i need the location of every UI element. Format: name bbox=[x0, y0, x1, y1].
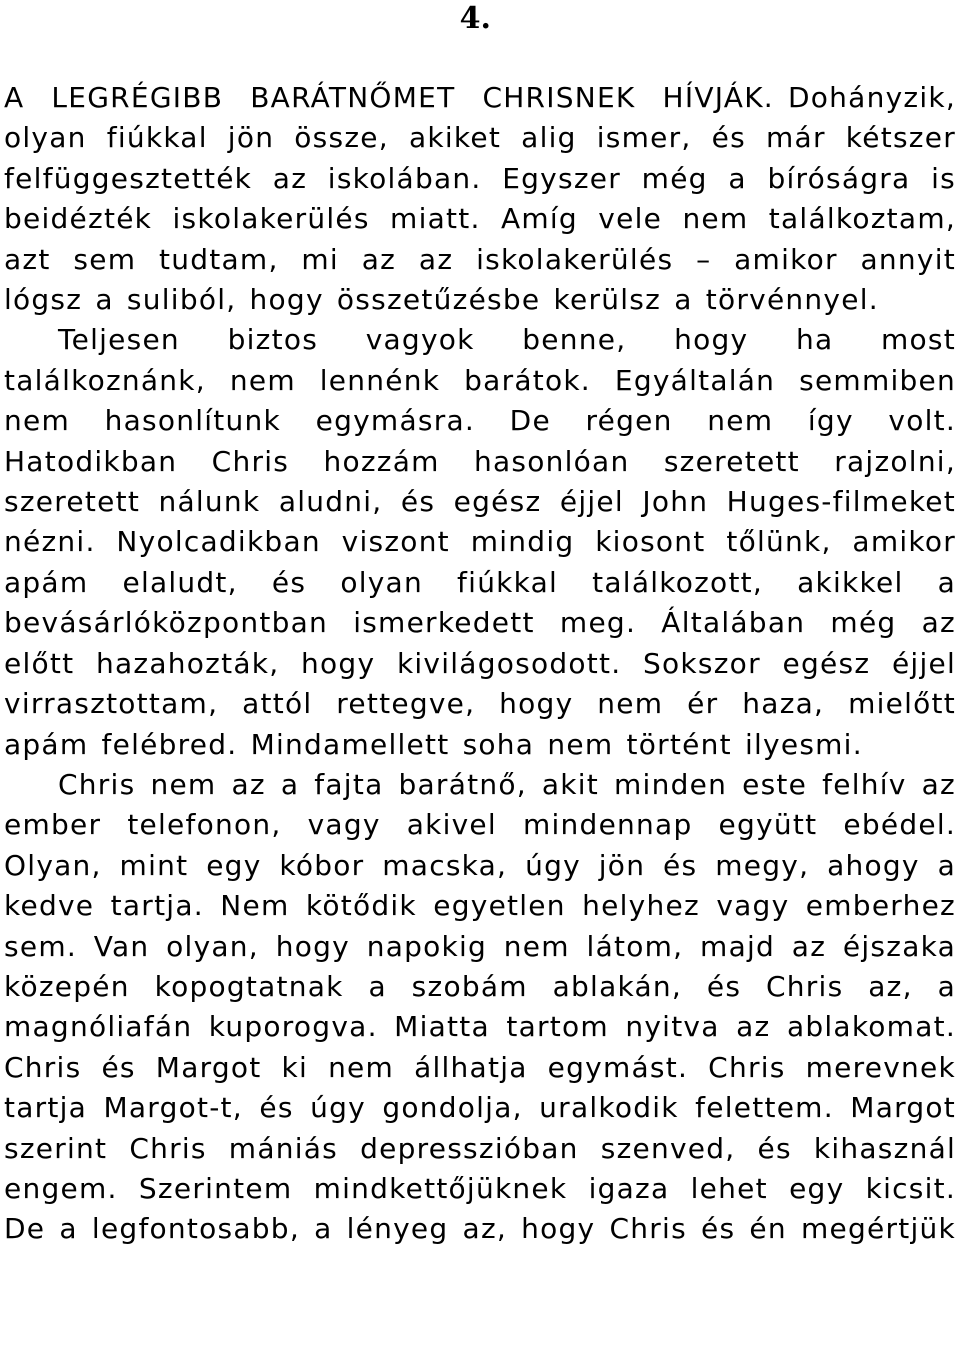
paragraph-1 bbox=[4, 78, 956, 320]
paragraph-1-text: Dohányzik, olyan fiúkkal jön össze, akiket alig ismer, és már kétszer felfüggesztették az iskolában. Egyszer még a bíróságra is beidézték iskolakerülés miatt. Amíg vele nem találkoztam, azt sem tudtam, mi az az iskolakerülés – amikor annyit lógsz a suliból, hogy összetűzésbe kerülsz a törvénnyel. bbox=[4, 81, 956, 317]
chapter-number: 4. bbox=[459, 1, 491, 36]
paragraph-3: Chris nem az a fajta barátnő, akit minden este felhív az ember telefonon, vagy akivel mindennap együtt ebédel. Olyan, mint egy kóbor macska, úgy jön és megy, ahogy a kedve tartja. Nem kötődik egyetlen helyhez vagy emberhez sem. Van olyan, hogy napokig nem látom, majd az éjszaka közepén kopogtatnak a szobám ablakán, és Chris az, a magnóliafán kuporogva. Miatta tartom nyitva az ablakomat. Chris és Margot ki nem állhatja egymást. Chris merevnek tartja Margot-t, és úgy gondolja, uralkodik felettem. Margot szerint Chris mániás depresszióban szenved, és kihasznál engem. Szerintem mindkettőjüknek igaza lehet egy kicsit. De a legfontosabb, a lényeg az, hogy Chris és én megértjük bbox=[4, 767, 956, 1246]
chapter-opening-line: A LEGRÉGIBB BARÁTNŐMET CHRISNEK HÍVJÁK. bbox=[4, 81, 774, 114]
chapter-body bbox=[4, 78, 956, 1250]
paragraph-2: Teljesen biztos vagyok benne, hogy ha most találkoznánk, nem lennénk barátok. Egyáltalán semmiben nem hasonlítunk egymásra. De régen nem így volt. Hatodikban Chris hozzám hasonlóan szeretett rajzolni, szeretett nálunk aludni, és egész éjjel John Huges-filmeket nézni. Nyolcadikban viszont mindig kiosont tőlünk, amikor apám elaludt, és olyan fiúkkal találkozott, akikkel a bevásárlóközpontban ismerkedett meg. Általában még az előtt hazahozták, hogy kivilágosodott. Sokszor egész éjjel virrasztottam, attól rettegve, hogy nem ér haza, mielőtt apám felébred. Mindamellett soha nem történt ilyesmi. bbox=[4, 323, 956, 761]
